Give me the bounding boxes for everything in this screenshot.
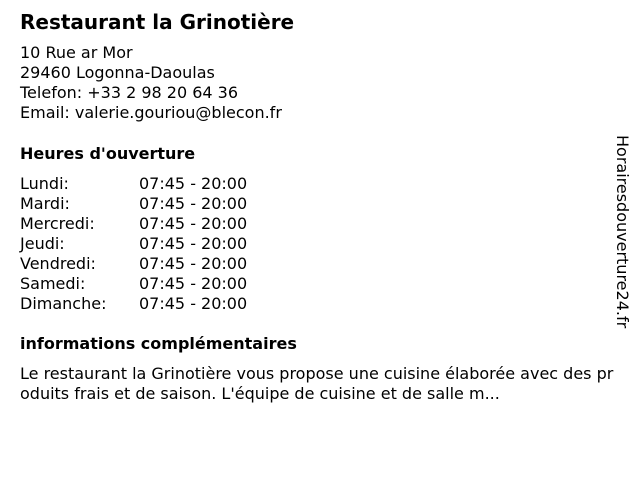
day-label: Vendredi:	[20, 254, 96, 273]
restaurant-name: Restaurant la Grinotière	[20, 10, 295, 34]
hours-row-monday	[20, 174, 280, 194]
additional-info-heading: informations complémentaires	[20, 334, 297, 353]
city-postcode: 29460 Logonna-Daoulas	[20, 63, 215, 82]
hours-row-wednesday	[20, 214, 280, 234]
time-range: 07:45 - 20:00	[139, 234, 248, 253]
day-label: Mardi:	[20, 194, 70, 213]
site-watermark: Horairesdouverture24.fr	[613, 135, 632, 329]
opening-hours-heading: Heures d'ouverture	[20, 144, 196, 163]
hours-row-thursday	[20, 234, 280, 254]
address-block	[20, 43, 282, 123]
day-label: Jeudi:	[20, 234, 65, 253]
time-range: 07:45 - 20:00	[139, 294, 248, 313]
hours-row-friday	[20, 254, 280, 274]
day-label: Mercredi:	[20, 214, 95, 233]
day-label: Dimanche:	[20, 294, 107, 313]
street-address: 10 Rue ar Mor	[20, 43, 133, 62]
hours-row-saturday	[20, 274, 280, 294]
time-range: 07:45 - 20:00	[139, 174, 248, 193]
time-range: 07:45 - 20:00	[139, 194, 248, 213]
phone-number: Telefon: +33 2 98 20 64 36	[20, 83, 239, 102]
day-label: Samedi:	[20, 274, 86, 293]
hours-row-sunday	[20, 294, 280, 314]
opening-hours-table	[20, 174, 280, 314]
email-address: Email: valerie.gouriou@blecon.fr	[20, 103, 282, 122]
day-label: Lundi:	[20, 174, 69, 193]
time-range: 07:45 - 20:00	[139, 214, 248, 233]
time-range: 07:45 - 20:00	[139, 274, 248, 293]
restaurant-description: Le restaurant la Grinotière vous propose une cuisine élaborée avec des produits frais et de saison. L'équipe de cuisine et de salle m...	[20, 364, 614, 403]
hours-row-tuesday	[20, 194, 280, 214]
time-range: 07:45 - 20:00	[139, 254, 248, 273]
